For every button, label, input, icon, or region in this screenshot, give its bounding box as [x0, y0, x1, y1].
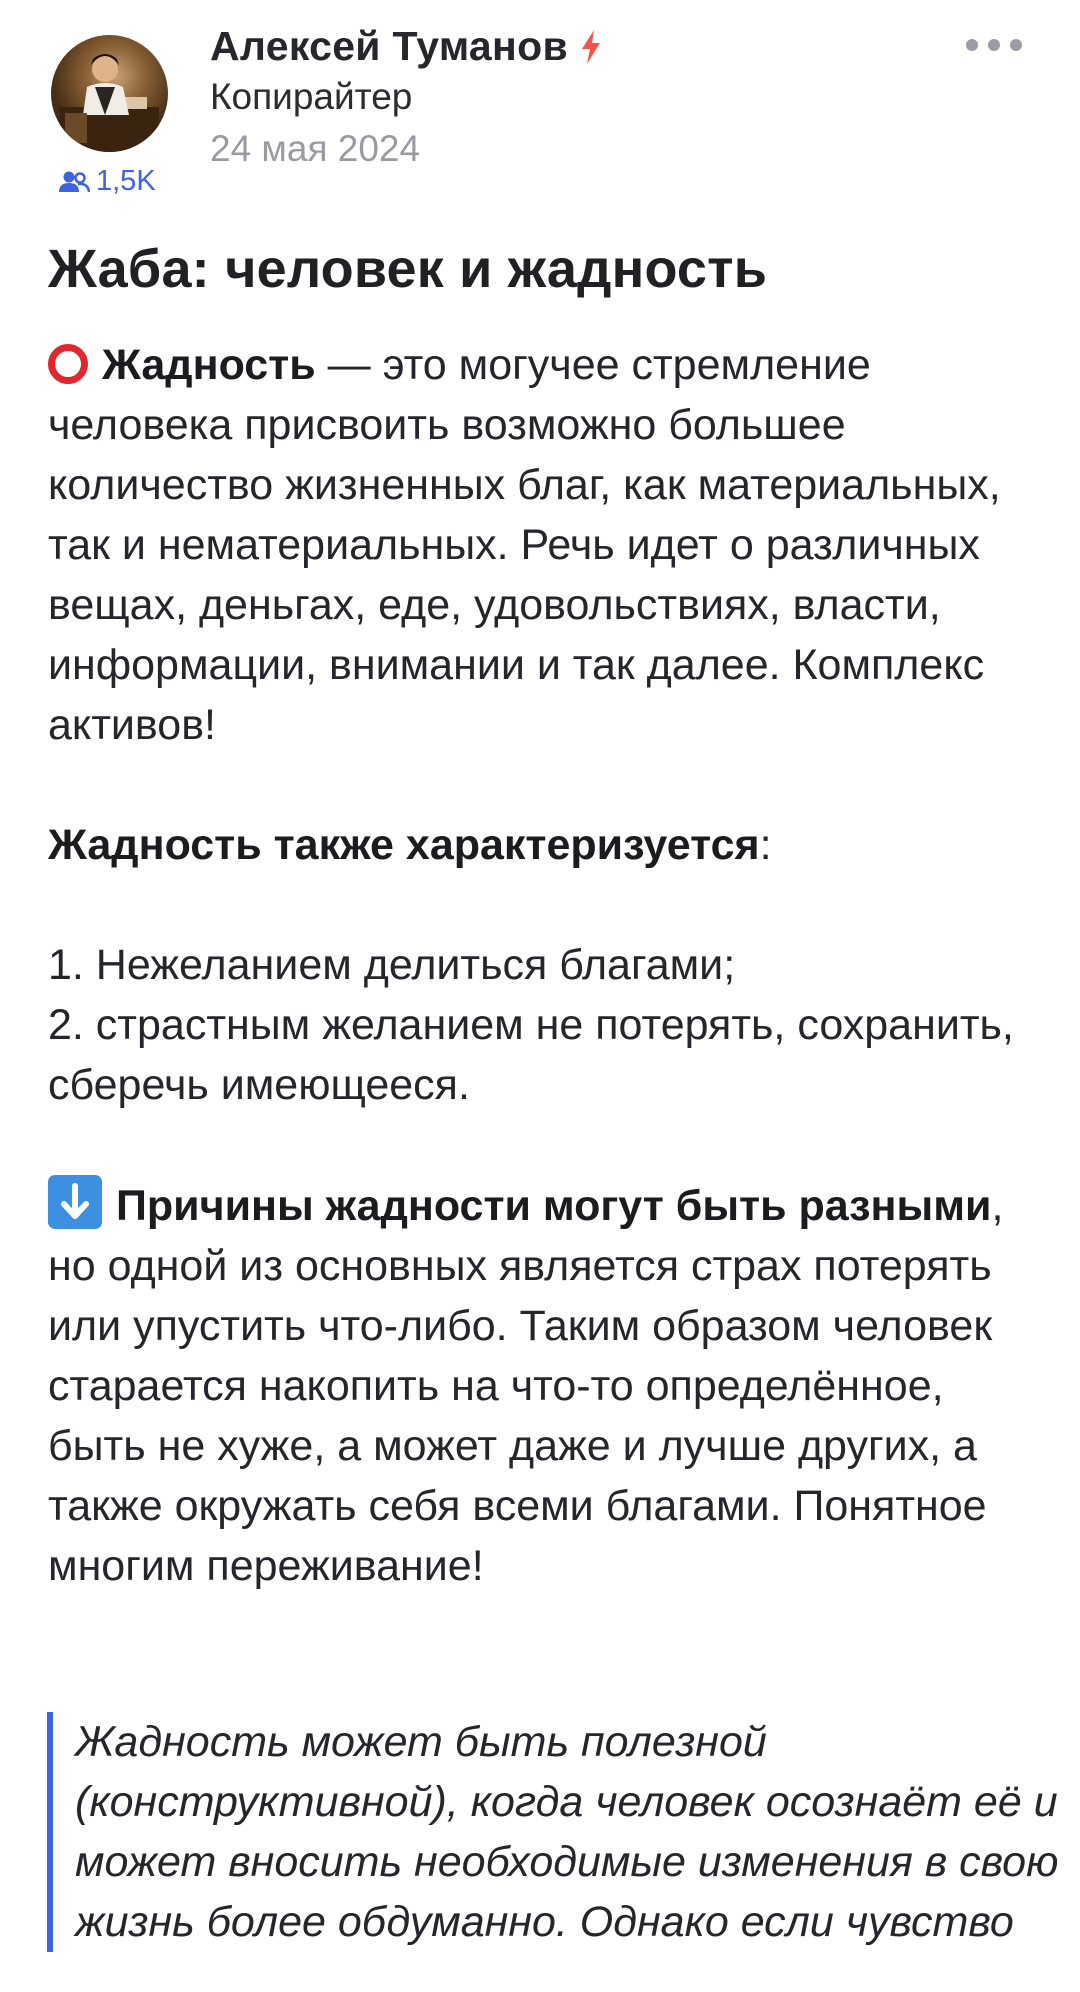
author-name-text: Алексей Туманов	[210, 23, 568, 69]
paragraph-text: — это могучее стремление человека присвоить возможно большее количество жизненных благ, как материальных, так и нематериальных. Речь идет о различных вещах, деньгах, еде, удовольствиях, власти, информации, внимании и так далее. Комплекс активов!	[48, 341, 1001, 749]
list-item: 1. Нежеланием делиться благами;	[48, 941, 736, 989]
followers-value: 1,5K	[96, 165, 156, 197]
followers-count[interactable]	[58, 165, 156, 198]
more-dots-icon	[966, 39, 978, 51]
article-body	[48, 335, 1048, 1596]
red-circle-icon	[48, 344, 88, 384]
more-options-button[interactable]	[966, 30, 1022, 60]
quote-text: Жадность может быть полезной (конструктивной), когда человек осознаёт её и может вносить необходимые изменения в свою жизнь более обдуманно. Однако если чувство	[75, 1718, 1059, 1946]
paragraph-text: :	[759, 821, 772, 869]
author-avatar[interactable]	[51, 35, 168, 152]
people-icon	[58, 170, 90, 194]
paragraph-definition	[48, 335, 1048, 755]
paragraph-characteristics	[48, 815, 1048, 875]
author-role: Копирайтер	[210, 76, 413, 117]
down-arrow-icon	[48, 1175, 102, 1229]
blockquote	[47, 1712, 1065, 1952]
paragraph-text: , но одной из основных является страх потерять или упустить что-либо. Таким образом человек старается накопить на что-то определённое, быть не хуже, а может даже и лучше других, а также окружать себя всеми благами. Понятное многим переживание!	[48, 1182, 1004, 1590]
article-title: Жаба: человек и жадность	[48, 239, 768, 299]
list-item: 2. страстным желанием не потерять, сохранить, сберечь имеющееся.	[48, 1001, 1014, 1109]
author-name[interactable]	[210, 23, 602, 70]
avatar-image	[51, 35, 168, 152]
post-date: 24 мая 2024	[210, 128, 421, 169]
paragraph-bold: Жадность также характеризуется	[48, 821, 760, 869]
lightning-icon	[580, 30, 602, 64]
paragraph-bold: Причины жадности могут быть разными	[116, 1182, 992, 1230]
paragraph-causes	[48, 1175, 1048, 1596]
paragraph-bold: Жадность	[102, 341, 316, 389]
